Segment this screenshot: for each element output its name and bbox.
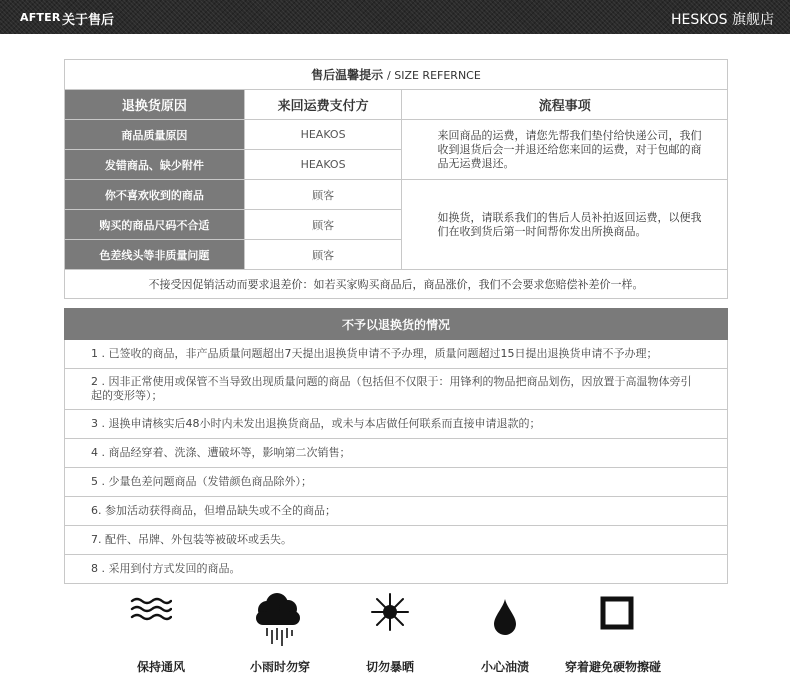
header-reason: 退换货原因 (65, 90, 245, 120)
payer-cell: HEAKOS (244, 120, 402, 150)
header-process: 流程事项 (402, 90, 728, 120)
care-label-wind: 保持通风 (137, 660, 186, 674)
care-label-sun: 切勿暴晒 (366, 660, 415, 674)
reason-cell: 购买的商品尺码不合适 (65, 210, 245, 240)
list-item: 6. 参加活动获得商品，但增品缺失或不全的商品； (65, 497, 728, 526)
payer-cell: 顾客 (244, 180, 402, 210)
sun-icon (370, 592, 410, 632)
list-item: 4 . 商品经穿着、洗涤、遭破坏等，影响第二次销售； (65, 439, 728, 468)
caption-sub: / SIZE REFERNCE (387, 69, 481, 82)
brand-name: HESKOS 旗舰店 (670, 12, 774, 28)
list-item: 5 . 少量色差问题商品（发错颜色商品除外）； (65, 468, 728, 497)
list-item: 8 . 采用到付方式发回的商品。 (65, 555, 728, 584)
caption-main: 售后温馨提示 (311, 68, 384, 82)
payer-cell: HEAKOS (244, 150, 402, 180)
no-return-table (64, 308, 728, 584)
page-title: 关于售后 (62, 13, 115, 28)
rain-icon (255, 592, 301, 650)
care-label-rain: 小雨时勿穿 (250, 660, 311, 674)
wind-icon (130, 596, 172, 622)
care-label-oil: 小心油渍 (481, 660, 530, 674)
reason-cell: 色差线头等非质量问题 (65, 240, 245, 270)
header-bar (0, 0, 790, 34)
header-payer: 来回运费支付方 (244, 90, 402, 120)
reason-cell: 你不喜欢收到的商品 (65, 180, 245, 210)
reason-cell: 发错商品、缺少附件 (65, 150, 245, 180)
list-item: 2 . 因非正常使用或保管不当导致出现质量问题的商品（包括但不仅限于：用锋利的物品把商品划伤，因放置于高温物体旁引起的变形等）； (65, 369, 728, 410)
process-cell: 来回商品的运费，请您先帮我们垫付给快递公司，我们收到退货后会一并退还给您来回的运费，对于包邮的商品无运费退还。 (402, 120, 728, 180)
list-item: 1 . 已签收的商品，非产品质量问题超出7天提出退换货申请不予办理，质量问题超过15日提出退换货申请不予办理； (65, 340, 728, 369)
payer-cell: 顾客 (244, 210, 402, 240)
process-cell: 如换货，请联系我们的售后人员补拍返回运费，以便我们在收到货后第一时间帮你发出所换商品。 (402, 180, 728, 270)
list-item: 3 . 退换申请核实后48小时内未发出退换货商品，或未与本店做任何联系而直接申请退款的； (65, 410, 728, 439)
table-caption (65, 60, 728, 90)
after-label: AFTER (20, 11, 61, 24)
hard-object-icon (600, 596, 634, 630)
oil-drop-icon (493, 598, 517, 636)
care-label-hard-object: 穿着避免硬物擦碰 (565, 660, 662, 674)
table-footer-note: 不接受因促销活动而要求退差价：如若买家购买商品后，商品涨价，我们不会要求您赔偿补差价一样。 (65, 270, 728, 299)
payer-cell: 顾客 (244, 240, 402, 270)
after-sales-policy-table (64, 59, 728, 299)
list-item: 7. 配件、吊牌、外包装等被破坏或丢失。 (65, 526, 728, 555)
reason-cell: 商品质量原因 (65, 120, 245, 150)
table-row (65, 120, 728, 150)
table-row (65, 180, 728, 210)
no-return-title: 不予以退换货的情况 (65, 309, 728, 340)
care-icons-row (0, 590, 790, 690)
